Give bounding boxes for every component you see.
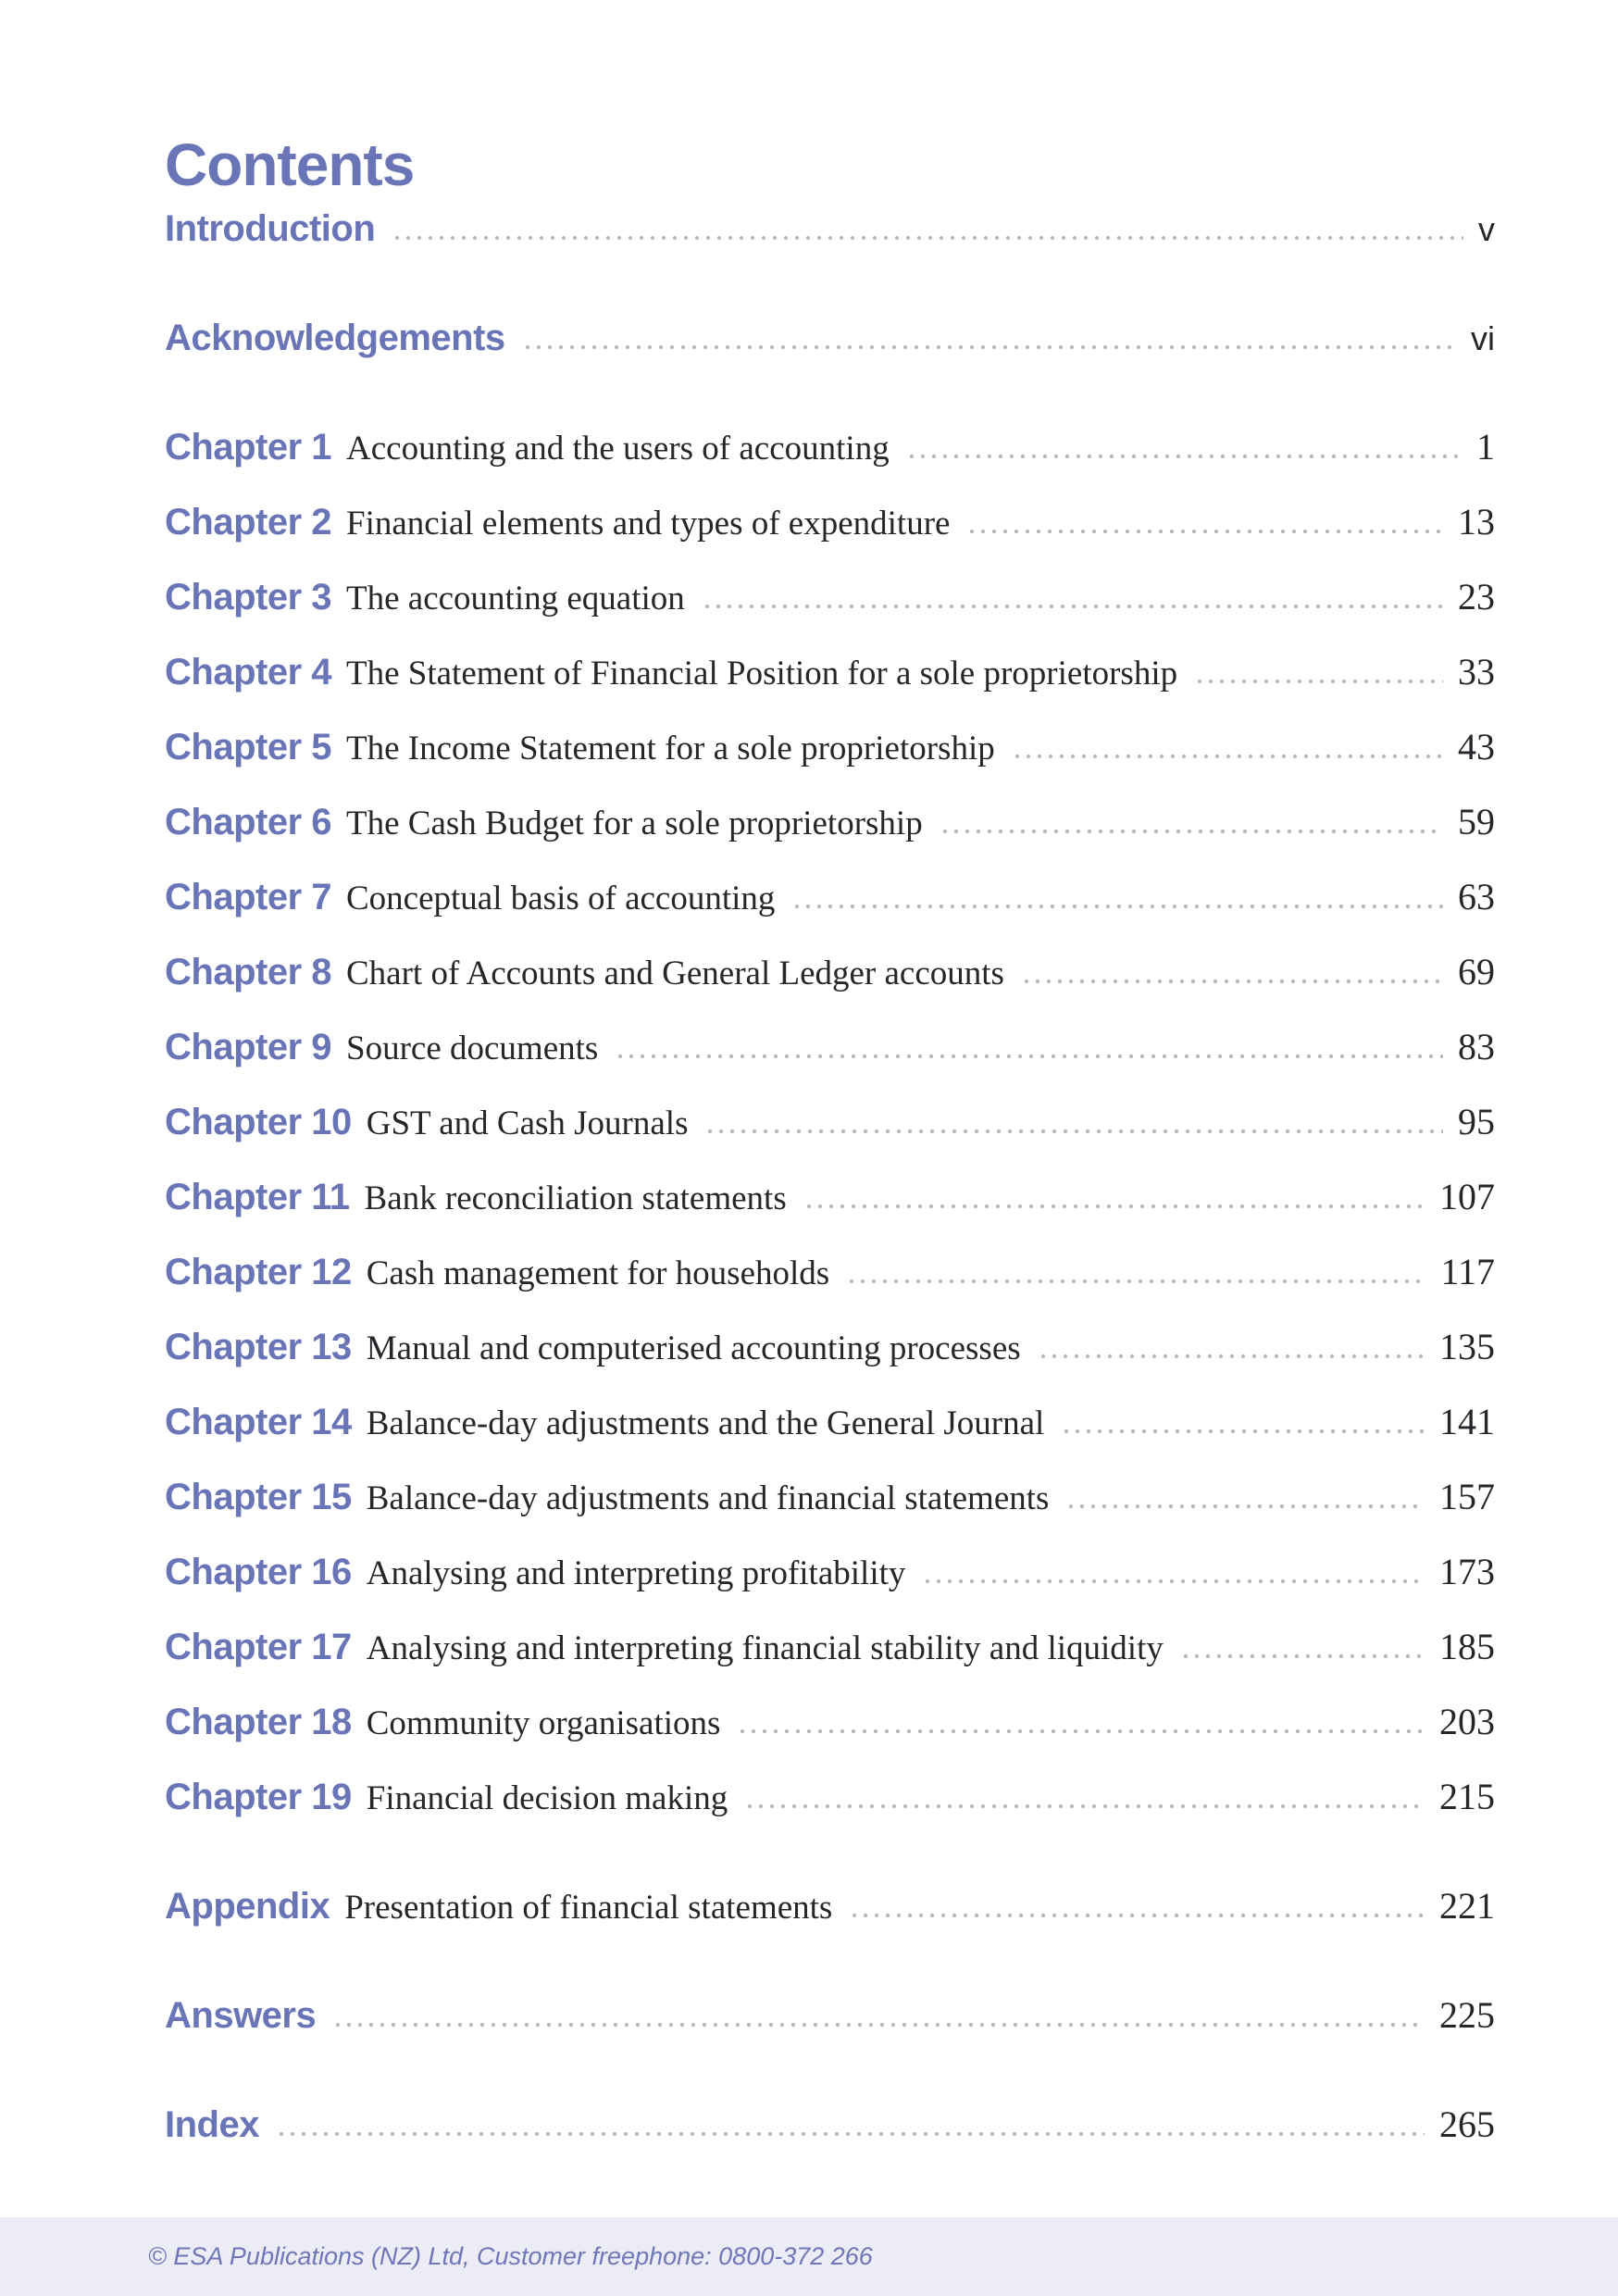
toc-entry-label: Chapter 11 [165,1177,350,1217]
toc-entry-title: GST and Cash Journals [366,1104,689,1142]
toc-dot-leader [1012,754,1443,759]
toc-entry [165,1399,1495,1445]
toc-entry-title: Conceptual basis of accounting [346,880,776,917]
toc-entry-label: Chapter 1 [165,427,331,468]
toc-entry-page-number: 215 [1439,1776,1495,1817]
toc-entry-title: Financial decision making [366,1779,728,1817]
toc-entry [165,2102,1495,2148]
toc-dot-leader [392,235,1463,241]
toc-entry-page-number: 157 [1439,1476,1495,1517]
toc-entry-title: Community organisations [366,1704,721,1742]
toc-entry [165,1549,1495,1595]
toc-entry [165,499,1495,545]
toc-entry-page-number: 83 [1458,1026,1495,1067]
toc-entry-page-number: 1 [1476,426,1495,468]
toc-entry-title: Financial elements and types of expenditure [346,505,951,543]
toc-entry-page-number: 33 [1458,651,1495,693]
toc-dot-leader [522,344,1456,350]
toc-entry-page-number: 13 [1458,501,1495,543]
toc-dot-leader [744,1803,1425,1809]
toc-dot-leader [1038,1354,1425,1359]
page-title: Contents [165,131,415,198]
toc-entry-title: Accounting and the users of accounting [346,430,890,468]
toc-dot-leader [276,2131,1425,2137]
toc-entry-label: Chapter 3 [165,577,331,618]
toc-entry [165,574,1495,620]
toc-entry-page-number: 43 [1458,726,1495,767]
toc-entry-page-number: 117 [1440,1251,1495,1292]
toc-entry-title: Analysing and interpreting financial stability and liquidity [366,1629,1164,1667]
toc-entry-page-number: 95 [1458,1101,1495,1142]
toc-entry-page-number: 135 [1439,1326,1495,1367]
toc-dot-leader [906,454,1462,459]
toc-entry-title: Cash management for households [366,1254,830,1292]
toc-entry-page-number: 185 [1439,1626,1495,1667]
toc-entry-label: Chapter 6 [165,802,331,842]
toc-entry-page-number: 63 [1458,876,1495,917]
toc-entry-label: Index [165,2104,259,2145]
toc-entry-title: Presentation of financial statements [344,1889,833,1927]
toc-entry-title: Source documents [346,1029,599,1067]
toc-entry [165,315,1495,361]
toc-entry-label: Chapter 18 [165,1702,352,1742]
toc-entry [165,1249,1495,1295]
toc-entry [165,1883,1495,1929]
toc-entry [165,724,1495,770]
toc-dot-leader [1061,1429,1425,1434]
toc-entry-page-number: 141 [1439,1401,1495,1442]
toc-entry-title: Bank reconciliation statements [364,1179,787,1217]
toc-entry [165,424,1495,470]
toc-dot-leader [737,1728,1425,1734]
table-of-contents [165,0,1495,2296]
toc-entry [165,1774,1495,1820]
toc-entry-label: Chapter 15 [165,1477,352,1517]
toc-entry-title: Manual and computerised accounting processes [366,1329,1021,1367]
toc-entry-title: The Income Statement for a sole proprietorship [346,730,995,767]
toc-dot-leader [1180,1653,1425,1659]
toc-dot-leader [332,2022,1425,2028]
toc-entry-label: Answers [165,1995,317,2036]
toc-dot-leader [1065,1504,1425,1509]
toc-dot-leader [1021,979,1443,984]
toc-entry-title: Chart of Accounts and General Ledger accounts [346,955,1004,992]
toc-dot-leader [702,604,1443,609]
toc-entry-title: Balance-day adjustments and financial statements [366,1479,1050,1517]
toc-entry-label: Appendix [165,1886,330,1927]
toc-entry-label: Chapter 12 [165,1252,352,1292]
toc-entry [165,1324,1495,1370]
toc-entry [165,206,1495,252]
toc-entry [165,799,1495,845]
toc-entry [165,1174,1495,1220]
toc-entry-label: Introduction [165,208,376,249]
toc-entry-label: Acknowledgements [165,318,505,358]
toc-entry-label: Chapter 10 [165,1102,352,1142]
toc-dot-leader [922,1578,1425,1584]
toc-entry [165,1699,1495,1745]
toc-entry-label: Chapter 8 [165,952,331,992]
toc-entry-label: Chapter 13 [165,1327,352,1367]
toc-entry-page-number: 221 [1439,1885,1495,1927]
toc-entry-title: Balance-day adjustments and the General Journal [366,1404,1045,1442]
toc-entry [165,1992,1495,2039]
toc-entry-title: Analysing and interpreting profitability [366,1554,906,1592]
toc-dot-leader [846,1279,1425,1284]
toc-entry-label: Chapter 14 [165,1402,352,1442]
toc-entry [165,1024,1495,1070]
toc-entry [165,1474,1495,1520]
toc-entry-page-number: 173 [1439,1551,1495,1592]
toc-entry-label: Chapter 2 [165,502,331,543]
toc-dot-leader [849,1913,1425,1918]
toc-entry [165,949,1495,995]
toc-entry-page-number: 203 [1439,1701,1495,1742]
toc-entry-page-number: v [1478,210,1495,248]
toc-entry-title: The Statement of Financial Position for a sole proprietorship [346,655,1178,693]
toc-entry-page-number: 107 [1439,1176,1495,1217]
toc-entry-page-number: 225 [1439,1994,1495,2036]
toc-entry [165,649,1495,695]
toc-dot-leader [791,904,1443,909]
toc-dot-leader [940,829,1443,834]
footer-publisher-text: © ESA Publications (NZ) Ltd, Customer freephone: 0800-372 266 [148,2242,873,2270]
toc-dot-leader [966,529,1443,534]
toc-entry [165,1099,1495,1145]
toc-entry-label: Chapter 19 [165,1777,352,1817]
toc-entry-label: Chapter 9 [165,1027,331,1067]
toc-entry-title: The Cash Budget for a sole proprietorship [346,805,923,842]
toc-entry-page-number: 59 [1458,801,1495,842]
toc-entry-label: Chapter 16 [165,1552,352,1592]
toc-entry-label: Chapter 17 [165,1627,352,1667]
toc-entry-label: Chapter 4 [165,652,331,693]
toc-entry-page-number: 265 [1439,2103,1495,2145]
toc-dot-leader [615,1054,1443,1059]
toc-dot-leader [704,1129,1443,1134]
toc-entry-page-number: vi [1471,319,1495,357]
footer-band [0,2217,1618,2296]
toc-entry [165,1624,1495,1670]
toc-entry [165,874,1495,920]
toc-entry-label: Chapter 7 [165,877,331,917]
toc-entry-title: The accounting equation [346,580,685,618]
toc-entry-page-number: 69 [1458,951,1495,992]
toc-entry-page-number: 23 [1458,576,1495,618]
toc-entry-label: Chapter 5 [165,727,331,767]
toc-dot-leader [803,1204,1425,1209]
toc-dot-leader [1194,679,1443,684]
